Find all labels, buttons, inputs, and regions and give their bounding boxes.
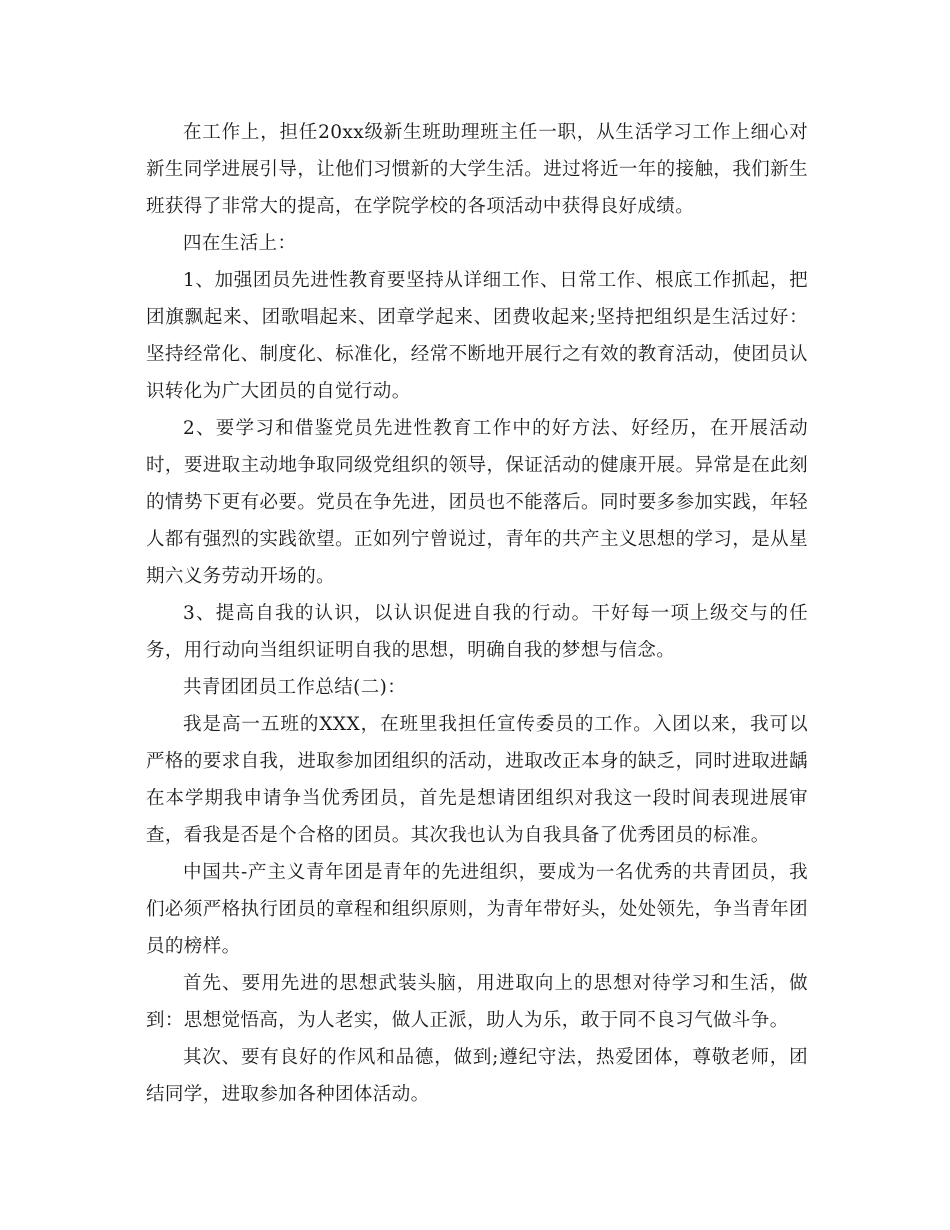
paragraph-item-3: 3、提高自我的认识，以认识促进自我的行动。干好每一项上级交与的任务，用行动向当组织证明自我的思想，明确自我的梦想与信念。 bbox=[146, 603, 808, 661]
paragraph-item-1: 1、加强团员先进性教育要坚持从详细工作、日常工作、根底工作抓起，把团旗飘起来、团歌唱起来、团章学起来、团费收起来;坚持把组织是生活过好：坚持经常化、制度化、标准化，经常不断地开展行之有效的教育活动，使团员认识转化为广大团员的自觉行动。 bbox=[146, 270, 808, 402]
document-body bbox=[146, 114, 808, 1113]
paragraph-first: 首先、要用先进的思想武装头脑，用进取向上的思想对待学习和生活，做到：思想觉悟高，为人老实，做人正派，助人为乐，敢于同不良习气做斗争。 bbox=[146, 973, 808, 1031]
paragraph-organization: 中国共-产主义青年团是青年的先进组织，要成为一名优秀的共青团员，我们必须严格执行团员的章程和组织原则，为青年带好头，处处领先，争当青年团员的榜样。 bbox=[146, 862, 808, 957]
section-title: 共青团团员工作总结(二)： bbox=[183, 677, 407, 698]
heading-life: 四在生活上： bbox=[183, 233, 297, 254]
paragraph-intro: 我是高一五班的XXX，在班里我担任宣传委员的工作。入团以来，我可以严格的要求自我，进取参加团组织的活动，进取改正本身的缺乏，同时进取进龋在本学期我申请争当优秀团员，首先是想请团组织对我这一段时间表现进展审查，看我是否是个合格的团员。其次我也认为自我具备了优秀团员的标准。 bbox=[146, 714, 808, 846]
paragraph-second: 其次、要有良好的作风和品德，做到;遵纪守法，热爱团体，尊敬老师，团结同学，进取参加各种团体活动。 bbox=[146, 1047, 808, 1105]
paragraph-work: 在工作上，担任20xx级新生班助理班主任一职，从生活学习工作上细心对新生同学进展引导，让他们习惯新的大学生活。进过将近一年的接触，我们新生班获得了非常大的提高，在学院学校的各项活动中获得良好成绩。 bbox=[146, 122, 808, 217]
paragraph-item-2: 2、要学习和借鉴党员先进性教育工作中的好方法、好经历，在开展活动时，要进取主动地争取同级党组织的领导，保证活动的健康开展。异常是在此刻的情势下更有必要。党员在争先进，团员也不能落后。同时要多参加实践，年轻人都有强烈的实践欲望。正如列宁曾说过，青年的共产主义思想的学习，是从星期六义务劳动开场的。 bbox=[146, 418, 808, 587]
